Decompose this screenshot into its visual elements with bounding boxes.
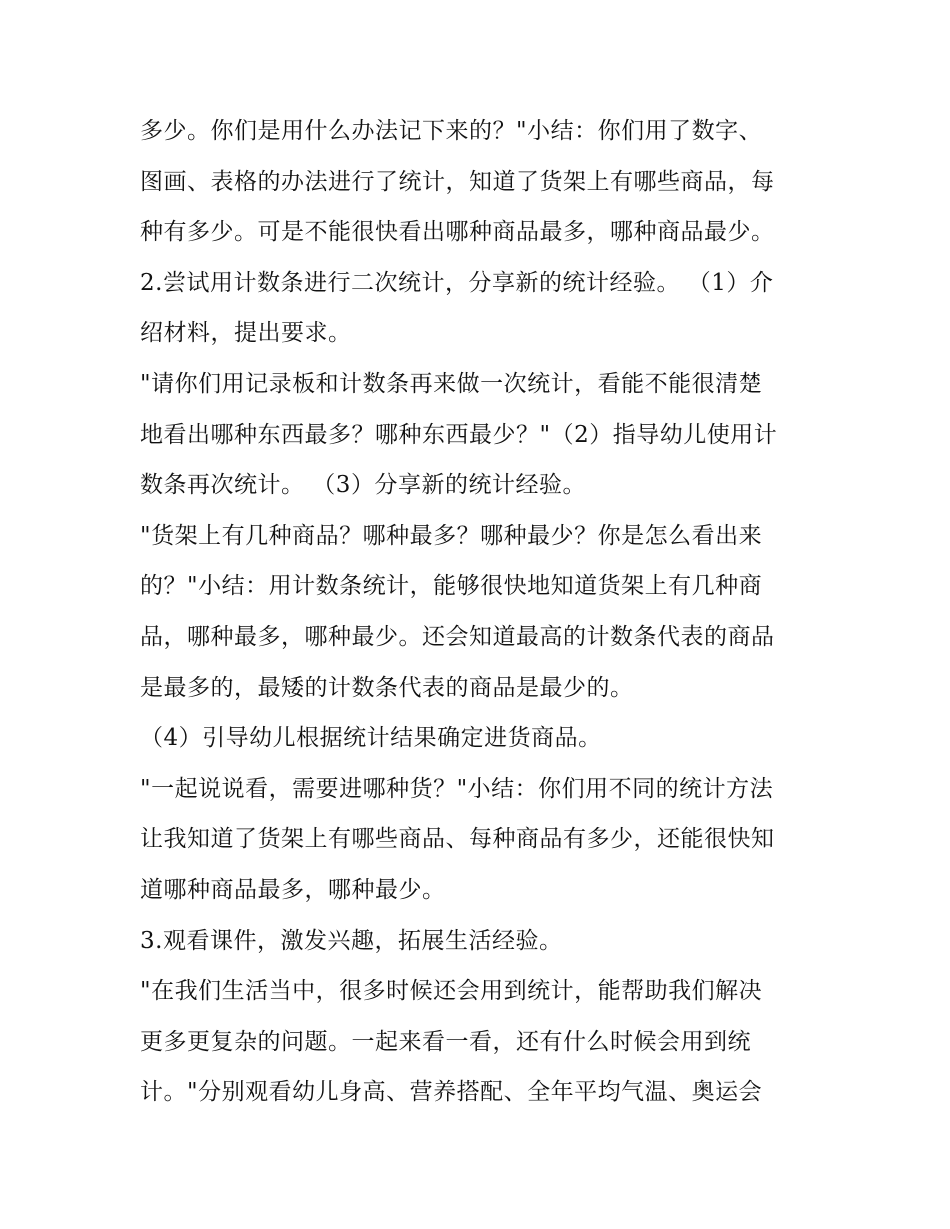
text-line: 让我知道了货架上有哪些商品、每种商品有多少，还能很快知 (140, 826, 775, 853)
document-body (140, 106, 830, 1118)
text-line: 道哪种商品最多，哪种最少。 (140, 876, 446, 903)
text-line: 计。"分别观看幼儿身高、营养搭配、全年平均气温、奥运会 (140, 1079, 763, 1106)
text-line: 数条再次统计。 （3）分享新的统计经验。 (140, 472, 586, 499)
text-line: 更多更复杂的问题。一起来看一看，还有什么时候会用到统 (140, 1028, 751, 1055)
text-line: 地看出哪种东西最多？哪种东西最少？"（2）指导幼儿使用计 (140, 421, 778, 448)
section-heading-3: 3.观看课件，激发兴趣，拓展生活经验。 (140, 927, 563, 954)
text-line: "一起说说看，需要进哪种货？"小结：你们用不同的统计方法 (140, 775, 774, 802)
text-line: 图画、表格的办法进行了统计，知道了货架上有哪些商品，每 (140, 168, 775, 195)
text-line: 是最多的，最矮的计数条代表的商品是最少的。 (140, 674, 634, 701)
text-line: 品，哪种最多，哪种最少。还会知道最高的计数条代表的商品 (140, 623, 775, 650)
text-line: 绍材料，提出要求。 (140, 320, 352, 347)
text-line: 种有多少。可是不能很快看出哪种商品最多，哪种商品最少。 (140, 219, 775, 246)
text-line: 的？"小结：用计数条统计，能够很快地知道货架上有几种商 (140, 573, 763, 600)
text-line: （4）引导幼儿根据统计结果确定进货商品。 (140, 725, 602, 752)
text-line: "请你们用记录板和计数条再来做一次统计，看能不能很清楚 (140, 370, 763, 397)
text-line: "货架上有几种商品？哪种最多？哪种最少？你是怎么看出来 (140, 522, 763, 549)
text-line: "在我们生活当中，很多时候还会用到统计，能帮助我们解决 (140, 978, 763, 1005)
section-heading-2: 2.尝试用计数条进行二次统计，分享新的统计经验。 （1）介 (140, 269, 774, 296)
text-line: 多少。你们是用什么办法记下来的？"小结：你们用了数字、 (140, 118, 763, 144)
